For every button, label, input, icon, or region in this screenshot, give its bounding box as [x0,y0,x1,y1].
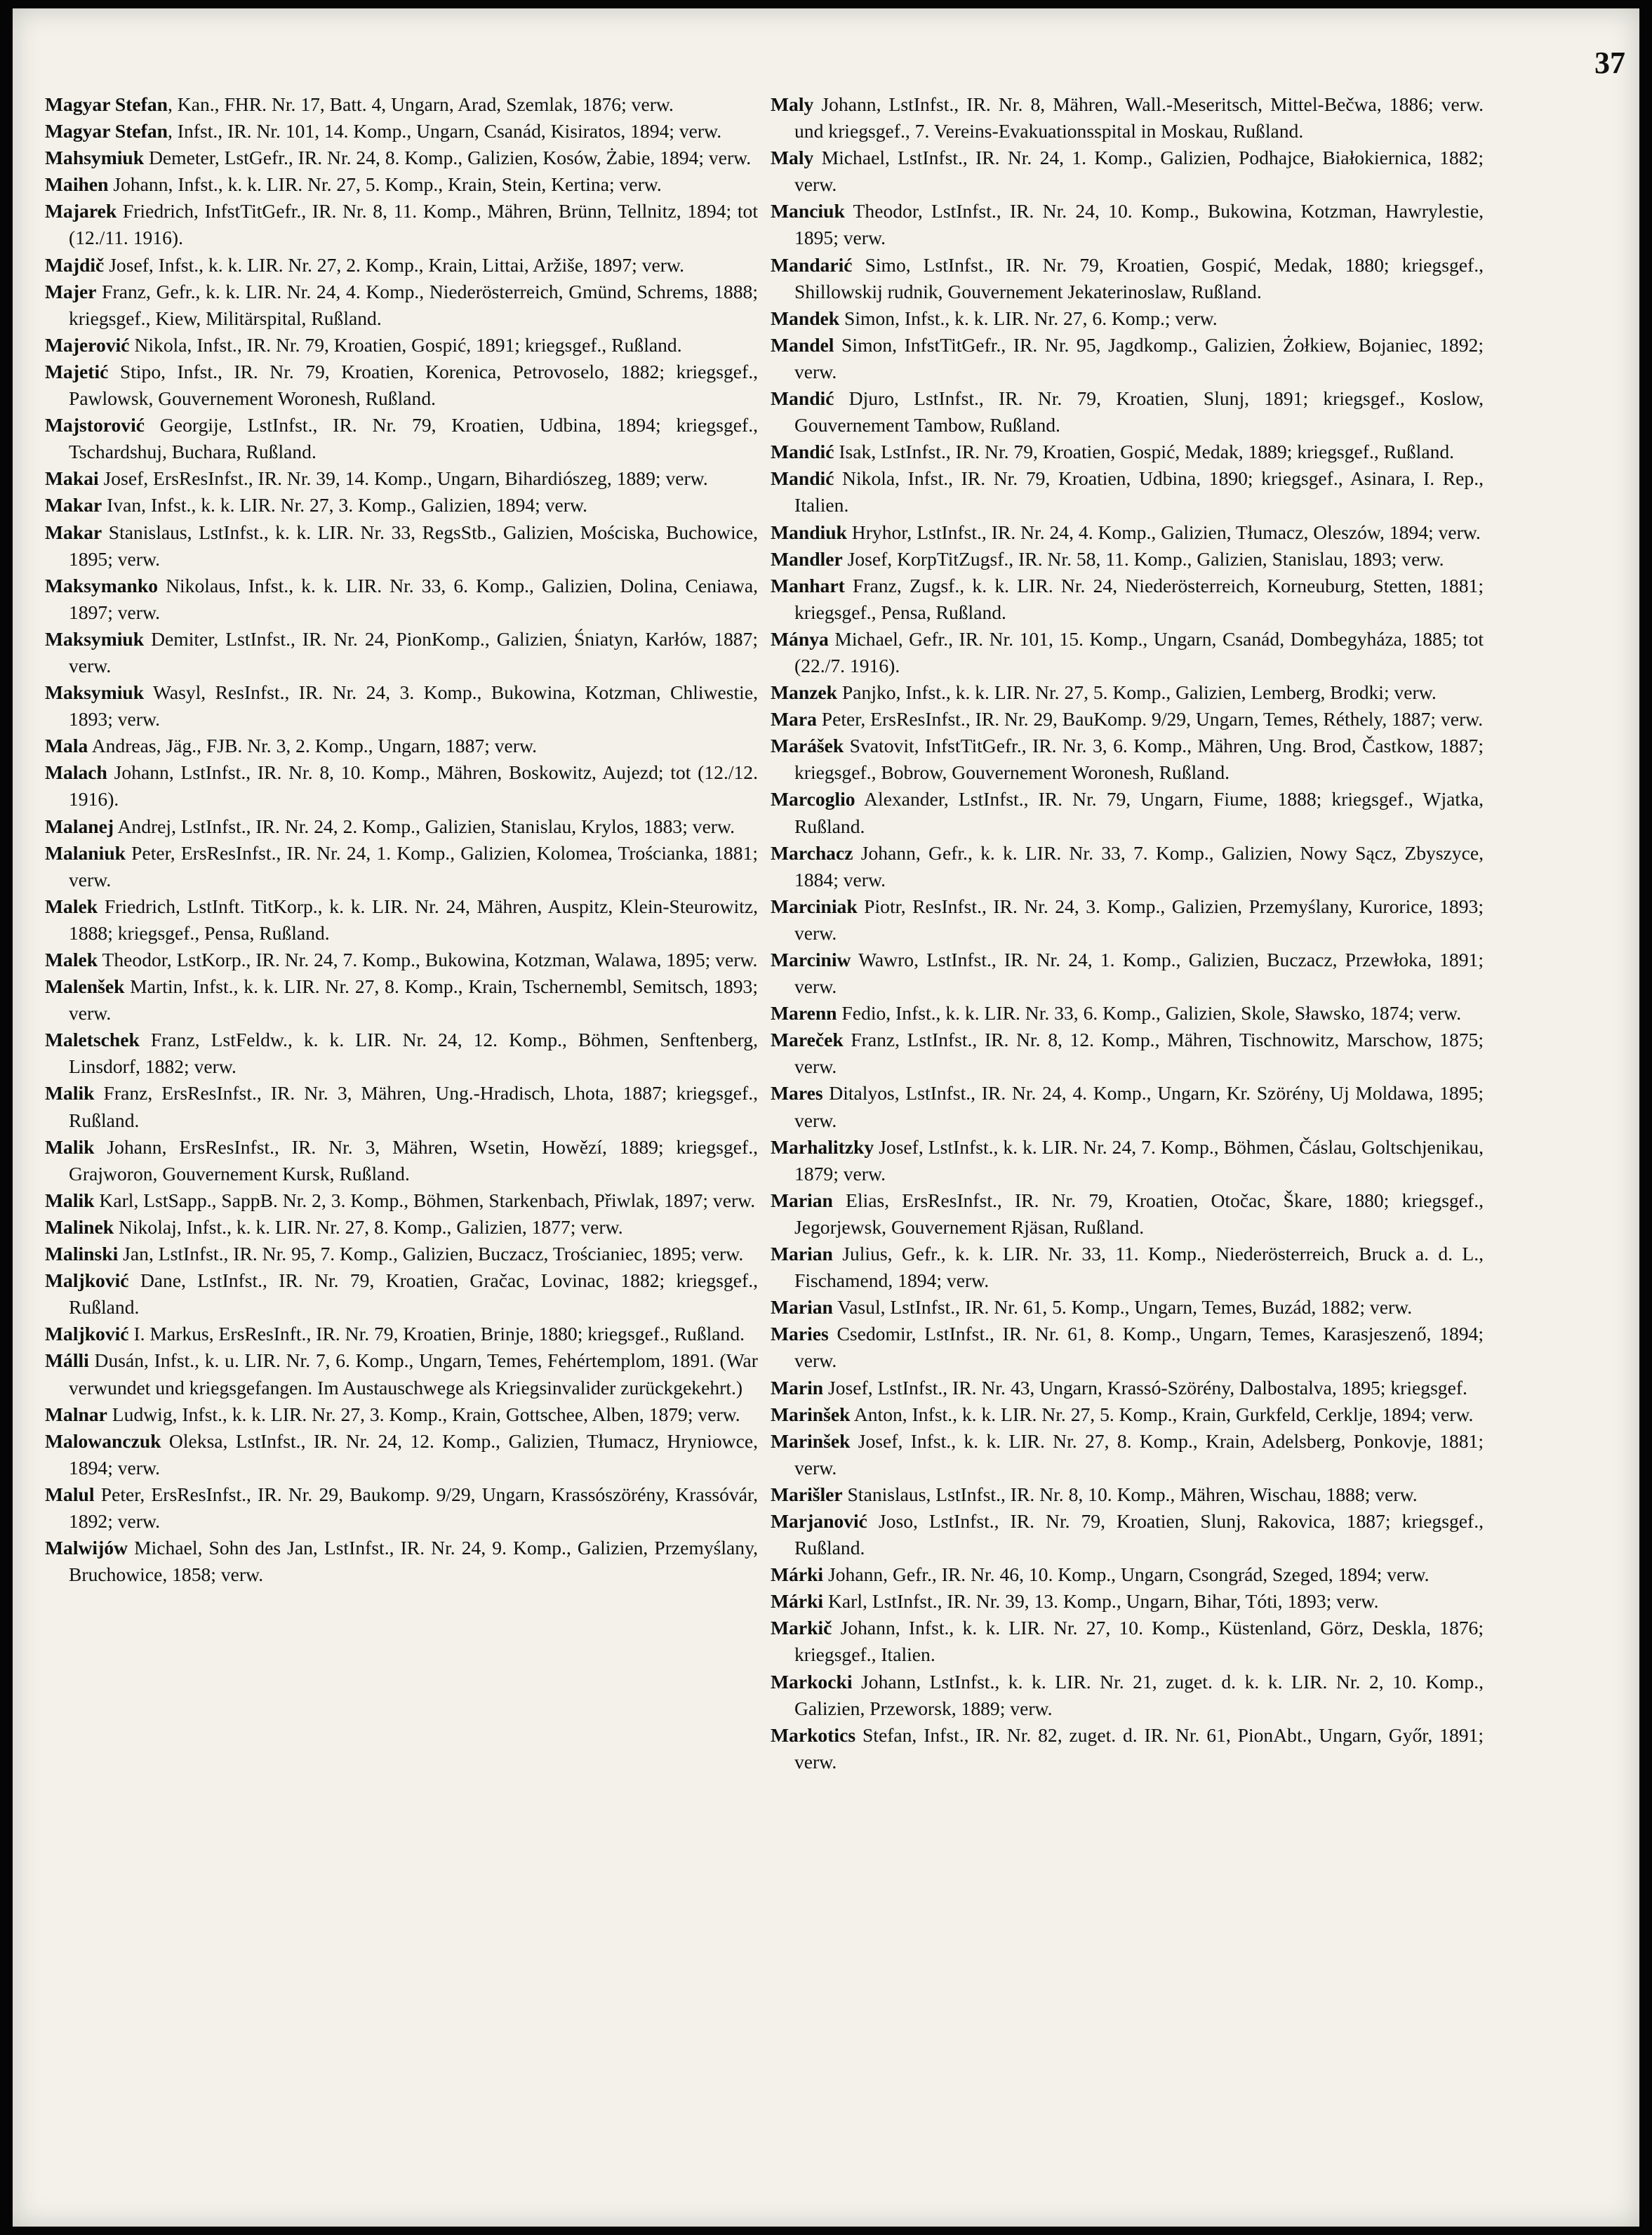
entry-details: Nikola, Infst., IR. Nr. 79, Kroatien, Gospić, 1891; kriegsgef., Rußland. [129,333,682,356]
entry-details: Friedrich, LstInft. TitKorp., k. k. LIR. Nr. 24, Mähren, Auspitz, Klein-Steurowitz, 1888; kriegsgef., Pensa, Rußland. [69,895,758,944]
list-entry [45,118,758,145]
list-entry [45,1187,758,1214]
entry-name: Makar [45,521,102,543]
entry-details: Jan, LstInfst., IR. Nr. 95, 7. Komp., Galizien, Buczacz, Trościaniec, 1895; verw. [118,1243,744,1265]
entry-name: Maihen [45,173,109,196]
entry-name: Marišler [771,1483,843,1505]
entry-name: Majerović [45,333,130,356]
entry-name: Marchacz [771,841,853,864]
list-entry [771,1080,1484,1133]
entry-name: Maries [771,1323,829,1345]
list-entry [771,1187,1484,1241]
list-entry [771,439,1484,465]
entry-details: Franz, LstFeldw., k. k. LIR. Nr. 24, 12. Komp., Böhmen, Senftenberg, Linsdorf, 1882; verw. [69,1029,758,1078]
entry-details: Elias, ErsResInfst., IR. Nr. 79, Kroatien, Otočac, Škare, 1880; kriegsgef., Jegorjewsk, Gouvernement Rjäsan, Rußland. [794,1189,1484,1238]
entry-name: Malaniuk [45,841,126,864]
list-entry [45,759,758,813]
entry-details: Simon, InfstTitGefr., IR. Nr. 95, Jagdkomp., Galizien, Żołkiew, Bojaniec, 1892; verw. [794,333,1484,382]
list-entry [771,947,1484,1000]
entry-name: Marjanović [771,1509,867,1532]
entry-name: Marian [771,1296,833,1319]
entry-details: Wasyl, ResInfst., IR. Nr. 24, 3. Komp., Bukowina, Kotzman, Chliwestie, 1893; verw. [69,681,758,730]
entry-details: Isak, LstInfst., IR. Nr. 79, Kroatien, Gospić, Medak, 1889; kriegsgef., Rußland. [834,441,1455,463]
entry-name: Makai [45,467,99,490]
entry-details: Josef, LstInfst., IR. Nr. 43, Ungarn, Krassó-Szörény, Dalbostalva, 1895; kriegsgef. [823,1376,1467,1399]
entry-details: Johann, Gefr., k. k. LIR. Nr. 33, 7. Komp., Galizien, Nowy Sącz, Zbyszyce, 1884; verw. [794,841,1484,890]
list-entry [45,813,758,840]
entry-details: Peter, ErsResInfst., IR. Nr. 29, Baukomp. 9/29, Ungarn, Krassószörény, Krassóvár, 1892; verw. [69,1483,758,1532]
entry-details: Michael, Sohn des Jan, LstInfst., IR. Nr. 24, 9. Komp., Galizien, Przemyślany, Bruchowice, 1858; verw. [69,1537,758,1586]
entry-name: Mandel [771,333,834,356]
entry-name: Malach [45,761,107,784]
entry-details: Alexander, LstInfst., IR. Nr. 79, Ungarn, Fiume, 1888; kriegsgef., Wjatka, Rußland. [794,788,1484,837]
entry-name: Malek [45,895,98,917]
entry-details: Stipo, Infst., IR. Nr. 79, Kroatien, Korenica, Petrovoselo, 1882; kriegsgef., Pawlowsk, Gouvernement Woronesh, Rußland. [69,360,758,410]
entry-details: Franz, ErsResInfst., IR. Nr. 3, Mähren, Ung.-Hradisch, Lhota, 1887; kriegsgef., Rußland. [69,1082,758,1131]
list-entry [45,1027,758,1080]
list-entry [771,1000,1484,1027]
entry-details: Peter, ErsResInfst., IR. Nr. 24, 1. Komp., Galizien, Kolomea, Trościanka, 1881; verw. [69,841,758,890]
list-entry [45,492,758,519]
list-entry [45,1321,758,1347]
list-entry [771,840,1484,893]
entry-details: Demiter, LstInfst., IR. Nr. 24, PionKomp., Galizien, Śniatyn, Karłów, 1887; verw. [69,627,758,676]
entry-details: Stanislaus, LstInfst., k. k. LIR. Nr. 33, RegsStb., Galizien, Mościska, Buchowice, 1895; verw. [69,521,758,570]
list-entry [771,198,1484,251]
list-entry [771,1401,1484,1428]
list-entry [45,279,758,332]
entry-details: Theodor, LstKorp., IR. Nr. 24, 7. Komp., Bukowina, Kotzman, Walawa, 1895; verw. [98,949,758,970]
entry-name: Malik [45,1082,95,1105]
entry-details: Josef, Infst., k. k. LIR. Nr. 27, 8. Komp., Krain, Adelsberg, Ponkovje, 1881; verw. [794,1429,1484,1479]
list-entry [45,252,758,279]
entry-name: Malek [45,949,98,970]
list-entry [45,1214,758,1241]
list-entry [45,973,758,1027]
entry-details: Ludwig, Infst., k. k. LIR. Nr. 27, 3. Komp., Krain, Gottschee, Alben, 1879; verw. [107,1403,740,1425]
entry-name: Marian [771,1189,833,1211]
list-entry [771,385,1484,439]
entry-name: Mandić [771,441,834,463]
entry-name: Malinek [45,1215,114,1238]
entry-name: Marenn [771,1002,837,1025]
entry-details: , Kan., FHR. Nr. 17, Batt. 4, Ungarn, Arad, Szemlak, 1876; verw. [168,93,674,115]
entry-details: , Infst., IR. Nr. 101, 14. Komp., Ungarn, Csanád, Kisiratos, 1894; verw. [168,120,722,142]
entry-name: Majstorović [45,414,145,436]
list-entry [45,198,758,251]
entry-details: Hryhor, LstInfst., IR. Nr. 24, 4. Komp., Galizien, Tłumacz, Oleszów, 1894; verw. [846,521,1481,543]
entry-details: Michael, Gefr., IR. Nr. 101, 15. Komp., Ungarn, Csanád, Dombegyháza, 1885; tot (22./7. 1916). [794,627,1484,676]
left-column [45,91,758,1588]
list-entry [45,1428,758,1481]
list-entry [771,1669,1484,1722]
entry-details: Karl, LstSapp., SappB. Nr. 2, 3. Komp., Böhmen, Starkenbach, Přiwlak, 1897; verw. [94,1189,756,1211]
entry-name: Marian [771,1243,833,1265]
list-entry [771,465,1484,519]
entry-details: Ivan, Infst., k. k. LIR. Nr. 27, 3. Komp., Galizien, 1894; verw. [102,494,588,516]
entry-name: Malwijów [45,1537,128,1559]
entry-name: Majdič [45,253,105,276]
entry-details: Nikola, Infst., IR. Nr. 79, Kroatien, Udbina, 1890; kriegsgef., Asinara, I. Rep., Italien. [794,467,1484,516]
entry-name: Malinski [45,1243,119,1265]
entry-name: Mandiuk [771,521,847,543]
entry-details: Theodor, LstInfst., IR. Nr. 24, 10. Komp., Bukowina, Kotzman, Hawrylestie, 1895; verw. [794,200,1484,249]
list-entry [771,1321,1484,1374]
entry-details: Johann, LstInfst., k. k. LIR. Nr. 21, zuget. d. k. k. LIR. Nr. 2, 10. Komp., Galizien, Przeworsk, 1889; verw. [794,1670,1484,1719]
entry-details: Johann, ErsResInfst., IR. Nr. 3, Mähren, Wsetin, Howězí, 1889; kriegsgef., Grajworon, Gouvernement Kursk, Rußland. [69,1135,758,1185]
entry-details: Dusán, Infst., k. u. LIR. Nr. 7, 6. Komp., Ungarn, Temes, Fehértemplom, 1891. (War verwundet und kriegsgefangen. Im Austauschwege als Kriegsinvalider zurückgekehrt.) [69,1349,758,1399]
entry-details: Franz, LstInfst., IR. Nr. 8, 12. Komp., Mähren, Tischnowitz, Marschow, 1875; verw. [794,1029,1484,1078]
entry-details: Simo, LstInfst., IR. Nr. 79, Kroatien, Gospić, Medak, 1880; kriegsgef., Shillowskij rudnik, Gouvernement Jekaterinoslaw, Rußland. [794,253,1484,302]
list-entry [771,893,1484,947]
list-entry [45,1401,758,1428]
list-entry [45,171,758,198]
entry-details: Wawro, LstInfst., IR. Nr. 24, 1. Komp., Galizien, Buczacz, Przewłoka, 1891; verw. [794,949,1484,998]
list-entry [771,145,1484,198]
entry-details: Vasul, LstInfst., IR. Nr. 61, 5. Komp., Ungarn, Temes, Buzád, 1882; verw. [832,1296,1413,1319]
list-entry [45,1347,758,1401]
list-entry [771,706,1484,733]
entry-details: Andrej, LstInfst., IR. Nr. 24, 2. Komp., Galizien, Stanislau, Krylos, 1883; verw. [114,815,735,837]
entry-details: Dane, LstInfst., IR. Nr. 79, Kroatien, Gračac, Lovinac, 1882; kriegsgef., Rußland. [69,1269,758,1319]
list-entry [771,573,1484,626]
entry-details: Franz, Zugsf., k. k. LIR. Nr. 24, Niederösterreich, Korneuburg, Stetten, 1881; kriegsgef., Pensa, Rußland. [794,574,1484,623]
entry-details: Julius, Gefr., k. k. LIR. Nr. 33, 11. Komp., Niederösterreich, Bruck a. d. L., Fischamend, 1894; verw. [794,1243,1484,1292]
entry-details: Ditalyos, LstInfst., IR. Nr. 24, 4. Komp., Ungarn, Kr. Szörény, Uj Moldawa, 1895; verw. [794,1082,1484,1131]
right-column [771,91,1484,1775]
entry-name: Malik [45,1189,95,1211]
entry-details: Simon, Infst., k. k. LIR. Nr. 27, 6. Komp.; verw. [839,307,1218,329]
list-entry [771,1722,1484,1775]
entry-name: Mahsymiuk [45,147,145,169]
entry-name: Mares [771,1082,823,1105]
list-entry [771,519,1484,546]
list-entry [45,573,758,626]
entry-details: Johann, LstInfst., IR. Nr. 8, 10. Komp., Mähren, Boskowitz, Aujezd; tot (12./12. 1916). [69,761,758,810]
entry-details: Djuro, LstInfst., IR. Nr. 79, Kroatien, Slunj, 1891; kriegsgef., Koslow, Gouvernement Tambow, Rußland. [794,387,1484,436]
entry-name: Malowanczuk [45,1429,161,1452]
entry-name: Markotics [771,1723,856,1746]
list-entry [45,91,758,118]
list-entry [45,1267,758,1321]
list-entry [45,947,758,973]
entry-name: Makar [45,494,102,516]
list-entry [771,1428,1484,1481]
list-entry [45,1535,758,1588]
entry-name: Maksymiuk [45,681,145,704]
entry-name: Marhalitzky [771,1135,874,1158]
entry-details: Svatovit, InfstTitGefr., IR. Nr. 3, 6. Komp., Mähren, Ung. Brod, Častkow, 1887; kriegsgef., Bobrow, Gouvernement Woronesh, Rußland. [794,735,1484,784]
entry-name: Márki [771,1590,824,1613]
entry-name: Markič [771,1617,832,1639]
list-entry [771,332,1484,385]
entry-name: Manhart [771,574,845,596]
list-entry [45,465,758,492]
entry-details: I. Markus, ErsResInft., IR. Nr. 79, Kroatien, Brinje, 1880; kriegsgef., Rußland. [128,1323,745,1345]
entry-details: Josef, ErsResInfst., IR. Nr. 39, 14. Komp., Ungarn, Bihardiószeg, 1889; verw. [98,467,708,490]
list-entry [771,1027,1484,1080]
entry-name: Mandić [771,387,834,410]
entry-name: Markocki [771,1670,853,1693]
list-entry [45,1080,758,1133]
entry-name: Maksymiuk [45,627,145,650]
entry-name: Malul [45,1483,95,1505]
list-entry [45,412,758,465]
document-page [13,8,1639,2227]
entry-name: Márki [771,1563,824,1586]
list-entry [45,1241,758,1267]
entry-name: Majarek [45,200,117,222]
entry-name: Marciniak [771,895,858,917]
entry-name: Marášek [771,735,844,757]
list-entry [771,546,1484,573]
entry-name: Marinšek [771,1429,851,1452]
entry-details: Karl, LstInfst., IR. Nr. 39, 13. Komp., Ungarn, Bihar, Tóti, 1893; verw. [823,1590,1379,1613]
entry-details: Csedomir, LstInfst., IR. Nr. 61, 8. Komp., Ungarn, Temes, Karasjeszenő, 1894; verw. [794,1323,1484,1372]
list-entry [45,679,758,733]
list-entry [45,1134,758,1187]
entry-details: Franz, Gefr., k. k. LIR. Nr. 24, 4. Komp., Niederösterreich, Gmünd, Schrems, 1888; kriegsgef., Kiew, Militärspital, Rußland. [69,280,758,329]
entry-name: Mandić [771,467,834,490]
entry-details: Georgije, LstInfst., IR. Nr. 79, Kroatien, Udbina, 1894; kriegsgef., Tschardshuj, Buchara, Rußland. [69,414,758,463]
entry-name: Malnar [45,1403,107,1425]
entry-name: Marcoglio [771,788,855,810]
list-entry [45,332,758,359]
page-number: 37 [1594,46,1625,80]
entry-details: Nikolaj, Infst., k. k. LIR. Nr. 27, 8. Komp., Galizien, 1877; verw. [114,1215,623,1238]
list-entry [45,1481,758,1535]
entry-name: Manzek [771,681,838,704]
entry-details: Stanislaus, LstInfst., IR. Nr. 8, 10. Komp., Mähren, Wischau, 1888; verw. [842,1483,1418,1505]
entry-details: Johann, Infst., k. k. LIR. Nr. 27, 10. Komp., Küstenland, Görz, Deskla, 1876; kriegsgef., Italien. [794,1617,1484,1666]
list-entry [771,1375,1484,1401]
entry-details: Josef, Infst., k. k. LIR. Nr. 27, 2. Komp., Krain, Littai, Aržiše, 1897; verw. [104,253,684,276]
entry-name: Maljković [45,1323,129,1345]
entry-name: Maletschek [45,1029,140,1051]
entry-name: Mandler [771,547,843,570]
entry-name: Malik [45,1135,95,1158]
list-entry [771,1294,1484,1321]
entry-details: Nikolaus, Infst., k. k. LIR. Nr. 33, 6. Komp., Galizien, Dolina, Ceniawa, 1897; verw. [69,574,758,623]
entry-details: Johann, Infst., k. k. LIR. Nr. 27, 5. Komp., Krain, Stein, Kertina; verw. [108,173,662,196]
entry-details: Peter, ErsResInfst., IR. Nr. 29, BauKomp. 9/29, Ungarn, Temes, Réthely, 1887; verw. [816,708,1484,730]
entry-details: Friedrich, InfstTitGefr., IR. Nr. 8, 11. Komp., Mähren, Brünn, Tellnitz, 1894; tot (12./11. 1916). [69,200,758,249]
entry-name: Mánya [771,627,829,650]
entry-name: Marin [771,1376,824,1399]
entry-name: Mandarić [771,253,853,276]
entry-name: Mara [771,708,817,730]
entry-details: Johann, Gefr., IR. Nr. 46, 10. Komp., Ungarn, Csongrád, Szeged, 1894; verw. [823,1563,1430,1586]
list-entry [771,1561,1484,1588]
entry-name: Majer [45,280,97,302]
entry-name: Magyar Stefan [45,93,168,115]
entry-details: Fedio, Infst., k. k. LIR. Nr. 33, 6. Komp., Galizien, Skole, Sławsko, 1874; verw. [837,1002,1462,1025]
entry-name: Marinšek [771,1403,851,1425]
entry-details: Oleksa, LstInfst., IR. Nr. 24, 12. Komp., Galizien, Tłumacz, Hryniowce, 1894; verw. [69,1429,758,1479]
entry-name: Mareček [771,1029,844,1051]
entry-name: Málli [45,1349,89,1372]
list-entry [45,359,758,412]
list-entry [45,626,758,679]
entry-name: Maly [771,147,814,169]
list-entry [771,252,1484,305]
entry-name: Mandek [771,307,840,329]
list-entry [45,519,758,573]
list-entry [771,1615,1484,1668]
entry-name: Majetić [45,360,109,382]
list-entry [771,305,1484,332]
list-entry [771,679,1484,706]
list-entry [771,1241,1484,1294]
entry-details: Michael, LstInfst., IR. Nr. 24, 1. Komp., Galizien, Podhajce, Białokiernica, 1882; verw. [794,147,1484,196]
entry-name: Maljković [45,1269,129,1292]
entry-details: Johann, LstInfst., IR. Nr. 8, Mähren, Wall.-Meseritsch, Mittel-Bečwa, 1886; verw. und kriegsgef., 7. Vereins-Evakuationsspital in Moskau, Rußland. [794,93,1484,142]
list-entry [771,733,1484,786]
list-entry [771,1508,1484,1561]
entry-details: Joso, LstInfst., IR. Nr. 79, Kroatien, Slunj, Rakovica, 1887; kriegsgef., Rußland. [794,1509,1484,1559]
list-entry [45,893,758,947]
entry-details: Josef, KorpTitZugsf., IR. Nr. 58, 11. Komp., Galizien, Stanislau, 1893; verw. [842,547,1444,570]
entry-details: Demeter, LstGefr., IR. Nr. 24, 8. Komp., Galizien, Kosów, Żabie, 1894; verw. [144,147,752,169]
entry-details: Josef, LstInfst., k. k. LIR. Nr. 24, 7. Komp., Böhmen, Čáslau, Goltschjenikau, 1879; verw. [794,1135,1484,1185]
list-entry [771,626,1484,679]
entry-name: Maly [771,93,814,115]
list-entry [771,786,1484,839]
entry-name: Magyar Stefan [45,120,168,142]
list-entry [45,840,758,893]
entry-details: Stefan, Infst., IR. Nr. 82, zuget. d. IR. Nr. 61, PionAbt., Ungarn, Győr, 1891; verw. [794,1723,1484,1773]
entry-details: Anton, Infst., k. k. LIR. Nr. 27, 5. Komp., Krain, Gurkfeld, Cerklje, 1894; verw. [850,1403,1474,1425]
entry-name: Manciuk [771,200,845,222]
list-entry [45,733,758,759]
entry-details: Piotr, ResInfst., IR. Nr. 24, 3. Komp., Galizien, Przemyślany, Kurorice, 1893; verw. [794,895,1484,944]
list-entry [45,145,758,171]
entry-name: Mala [45,735,88,757]
entry-details: Martin, Infst., k. k. LIR. Nr. 27, 8. Komp., Krain, Tschernembl, Semitsch, 1893; verw. [69,975,758,1025]
list-entry [771,1588,1484,1615]
entry-details: Panjko, Infst., k. k. LIR. Nr. 27, 5. Komp., Galizien, Lemberg, Brodki; verw. [837,681,1437,704]
entry-name: Malanej [45,815,114,837]
entry-details: Andreas, Jäg., FJB. Nr. 3, 2. Komp., Ungarn, 1887; verw. [88,735,538,757]
entry-name: Maksymanko [45,574,158,596]
list-entry [771,1481,1484,1508]
list-entry [771,91,1484,145]
entry-name: Marciniw [771,949,851,970]
entry-name: Malenšek [45,975,125,998]
list-entry [771,1134,1484,1187]
